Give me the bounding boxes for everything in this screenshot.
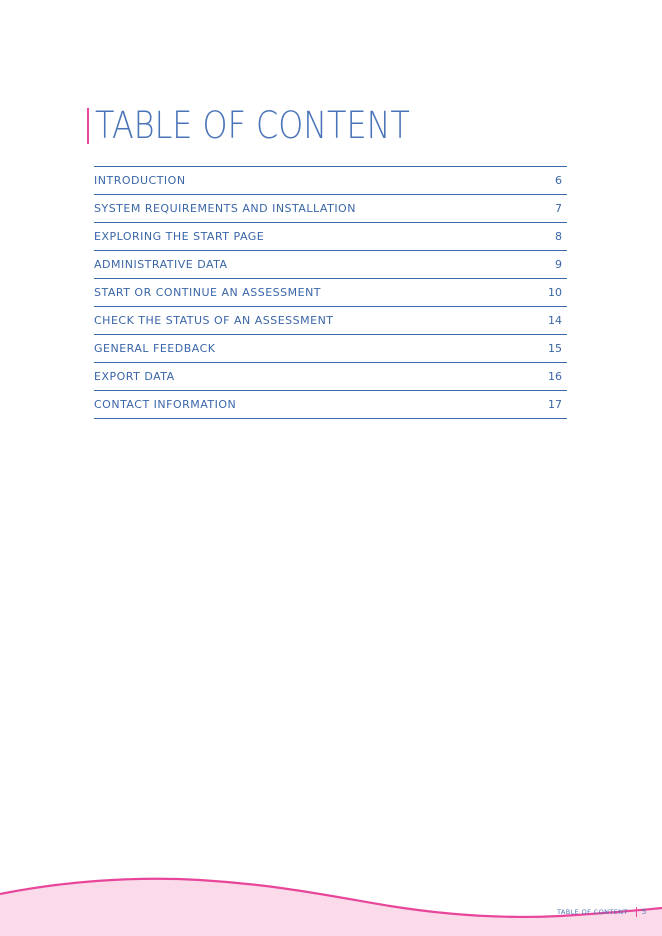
toc-entry-administrative-data[interactable] <box>94 251 567 279</box>
toc-entry-page: 15 <box>548 342 562 355</box>
toc-entry-page: 10 <box>548 286 562 299</box>
toc-entry-label: INTRODUCTION <box>94 174 186 187</box>
toc-entry-label: EXPORT DATA <box>94 370 175 383</box>
toc-entry-label: ADMINISTRATIVE DATA <box>94 258 228 271</box>
toc-entry-label: GENERAL FEEDBACK <box>94 342 216 355</box>
toc-entry-introduction[interactable] <box>94 167 567 195</box>
toc-entry-page: 7 <box>555 202 562 215</box>
footer-section-label: TABLE OF CONTENT <box>557 908 628 916</box>
toc-entry-page: 8 <box>555 230 562 243</box>
toc-entry-contact-information[interactable] <box>94 391 567 419</box>
toc-entry-page: 17 <box>548 398 562 411</box>
toc-entry-page: 9 <box>555 258 562 271</box>
toc-entry-label: EXPLORING THE START PAGE <box>94 230 265 243</box>
toc-entry-label: CHECK THE STATUS OF AN ASSESSMENT <box>94 314 334 327</box>
toc-entry-general-feedback[interactable] <box>94 335 567 363</box>
footer-page-number: 5 <box>641 908 647 916</box>
toc-entry-start-page[interactable] <box>94 223 567 251</box>
toc-entry-page: 14 <box>548 314 562 327</box>
toc-entry-check-status[interactable] <box>94 307 567 335</box>
table-of-contents <box>94 166 567 419</box>
page-footer <box>557 906 646 918</box>
toc-entry-label: SYSTEM REQUIREMENTS AND INSTALLATION <box>94 202 356 215</box>
toc-entry-label: START OR CONTINUE AN ASSESSMENT <box>94 286 322 299</box>
toc-entry-page: 6 <box>555 174 562 187</box>
page-title: TABLE OF CONTENT <box>95 104 410 147</box>
toc-entry-start-assessment[interactable] <box>94 279 567 307</box>
toc-entry-page: 16 <box>548 370 562 383</box>
toc-entry-label: CONTACT INFORMATION <box>94 398 237 411</box>
toc-entry-system-requirements[interactable] <box>94 195 567 223</box>
toc-entry-export-data[interactable] <box>94 363 567 391</box>
footer-divider <box>636 907 637 917</box>
page-title-block <box>87 104 461 147</box>
title-accent-bar <box>87 108 89 144</box>
